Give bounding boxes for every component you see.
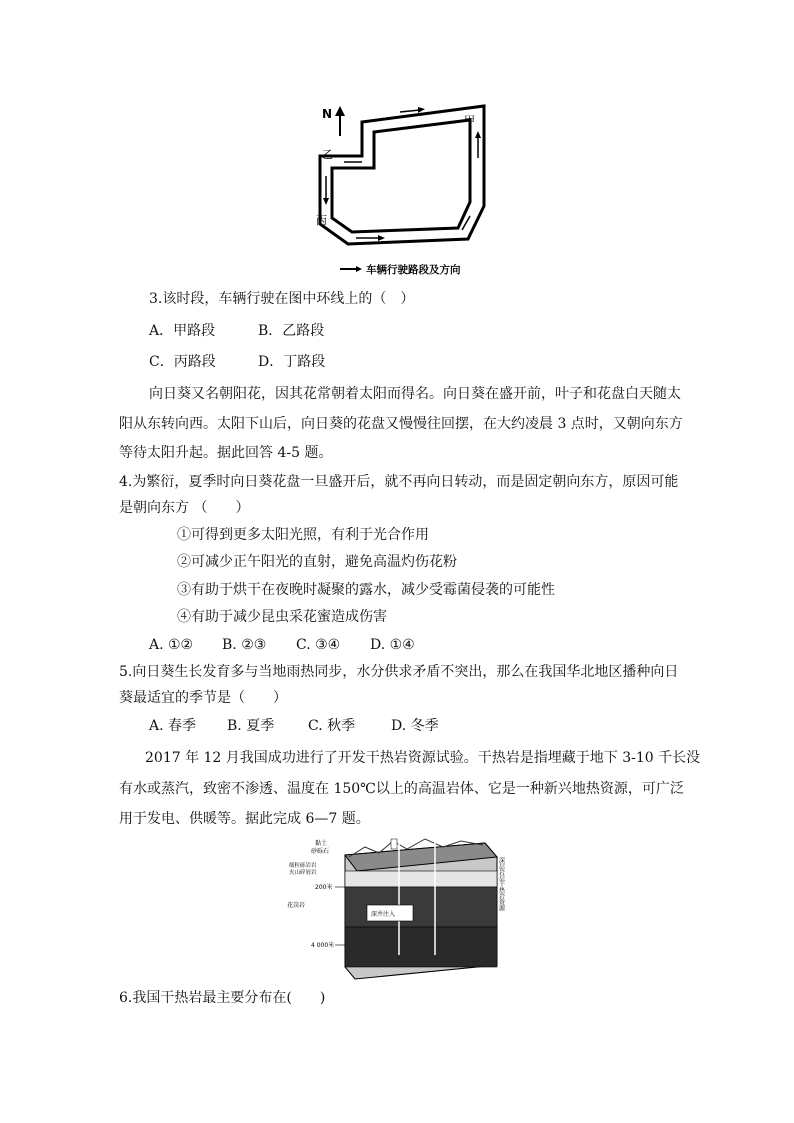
inner-box-label: 深井注入 [371, 911, 396, 918]
q3-option-a: A．甲路段 [149, 323, 216, 339]
q4-option-b: B. ②③ [222, 637, 267, 653]
layer-deep-rock [345, 927, 497, 967]
label-yi: 乙 [322, 148, 333, 161]
label-depth-2: 4 000米 [311, 942, 335, 949]
q4-statement-1: ①可得到更多太阳光照，有利于光合作用 [177, 527, 429, 543]
layer-sediment [345, 871, 497, 887]
question-6-stem: 6.我国干热岩最主要分布在( ) [119, 990, 326, 1006]
label-granite: 花岗岩 [287, 902, 306, 909]
question-3-stem: 3.该时段，车辆行驶在图中环线上的（ ） [149, 291, 415, 307]
q4-option-a: A. ①② [149, 637, 194, 653]
label-top: 黏土 [315, 840, 328, 847]
q5-option-d: D. 冬季 [391, 718, 439, 734]
label-right-note: 深层岩层干热岩资源 [497, 857, 505, 911]
passage2-line-1: 2017 年 12 月我国成功进行了开发干热岩资源试验。干热岩是指埋藏于地下 3-10 千长没 [145, 750, 701, 766]
passage2-line-3: 用于发电、供暖等。据此完成 6—7 题。 [119, 811, 370, 827]
legend-label: 车辆行驶路段及方向 [366, 264, 461, 276]
q5-option-b: B. 夏季 [227, 718, 275, 734]
north-arrow-head [335, 106, 345, 116]
label-layer1-a: 细粒砾岩岩 [289, 863, 317, 869]
q5-option-c: C. 秋季 [308, 718, 356, 734]
q3-option-c: C．丙路段 [149, 354, 216, 370]
passage1-line-3: 等待太阳升起。据此回答 4-5 题。 [119, 445, 333, 461]
question-5-stem-line-2: 葵最适宜的季节是（ ） [119, 690, 287, 706]
q4-option-c: C. ③④ [296, 637, 341, 653]
label-jia: 甲 [464, 114, 475, 127]
q5-option-a: A. 春季 [149, 718, 197, 734]
q4-statement-3: ③有助于烘干在夜晚时凝聚的露水，减少受霉菌侵袭的可能性 [177, 582, 555, 598]
passage1-line-1: 向日葵又名朝阳花，因其花常朝着太阳而得名。向日葵在盛开前，叶子和花盘白天随太 [149, 386, 681, 402]
q4-statement-2: ②可减少正午阳光的直射，避免高温灼伤花粉 [177, 554, 457, 570]
hot-dry-rock-figure [275, 837, 510, 985]
direction-arrow-north [400, 110, 420, 112]
road-inner-edge [332, 120, 470, 232]
passage1-line-2: 阳从东转向西。太阳下山后，向日葵的花盘又慢慢往回摆，在大约凌晨 3 点时，又朝向东方 [119, 416, 683, 432]
label-layer1-b: 火山碎屑岩 [289, 870, 317, 876]
label-bing: 丙 [316, 214, 327, 227]
hot-dry-rock-diagram [275, 837, 510, 985]
label-sandstone: 砂砾石 [311, 848, 330, 855]
north-label: N [322, 107, 333, 121]
q3-option-b: B．乙路段 [258, 323, 325, 339]
q3-option-d: D．丁路段 [258, 354, 326, 370]
q4-option-d: D. ①④ [370, 637, 415, 653]
passage2-line-2: 有水或蒸汽，致密不渗透、温度在 150℃以上的高温岩体、它是一种新兴地热资源，可广泛 [119, 781, 684, 797]
question-4-stem-line-1: 4.为繁衍，夏季时向日葵花盘一旦盛开后，就不再向日转动，而是固定朝向东方，原因可能 [119, 474, 679, 490]
question-5-stem-line-1: 5.向日葵生长发育多与当地雨热同步，水分供求矛盾不突出，那么在我国华北地区播种向日 [119, 664, 679, 680]
road-loop-figure [300, 96, 500, 281]
drill-rig [391, 839, 397, 849]
label-depth-1: 200米 [315, 884, 333, 891]
road-loop-diagram [300, 96, 500, 281]
q4-statement-4: ④有助于减少昆虫采花蜜造成伤害 [177, 609, 387, 625]
question-4-stem-line-2: 是朝向东方 （ ） [119, 500, 250, 516]
